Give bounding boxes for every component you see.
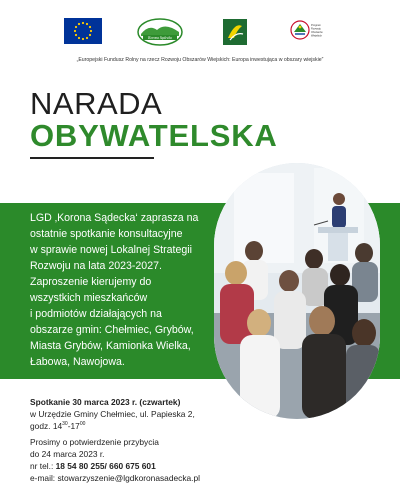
intro-line: Zaproszenie kierujemy do bbox=[30, 276, 152, 288]
intro-line: Miasta Grybów, Kamionka Wielka, bbox=[30, 340, 191, 352]
intro-line: Łabowa, Nawojowa. bbox=[30, 356, 125, 368]
event-place: w Urzędzie Gminy Chełmiec, ul. Papieska 2, bbox=[30, 409, 195, 419]
rsvp-email[interactable]: e-mail: stowarzyszenie@lgdkoronasadecka.pl bbox=[30, 473, 201, 483]
title-underline bbox=[30, 157, 154, 159]
intro-line: Rozwoju na lata 2023-2027. bbox=[30, 260, 162, 272]
intro-line: wszystkich mieszkańców bbox=[30, 292, 148, 304]
korona-sadecka-logo bbox=[137, 18, 183, 46]
rsvp-line: Prosimy o potwierdzenie przybycia bbox=[30, 437, 159, 447]
event-time: godz. $14^{30}-17^{00}$ bbox=[30, 421, 86, 431]
svg-text:Rozwoju: Rozwoju bbox=[311, 27, 321, 31]
rsvp-phone: nr tel.: 18 54 80 255/ 660 675 601 bbox=[30, 461, 156, 471]
page-title-line2: OBYWATELSKA bbox=[30, 118, 278, 153]
intro-line: i podmiotów działających na bbox=[30, 308, 162, 320]
event-details bbox=[30, 396, 195, 432]
logo-row bbox=[0, 18, 400, 50]
intro-line: LGD ‚Korona Sądecka‘ zaprasza na bbox=[30, 212, 199, 224]
funding-tagline: „Europejski Fundusz Rolny na rzecz Rozwoju Obszarów Wiejskich: Europa inwestująca w obszary wiejskie” bbox=[76, 57, 324, 63]
intro-line: ostatnie spotkanie konsultacyjne bbox=[30, 228, 183, 240]
rsvp-deadline: do 24 marca 2023 r. bbox=[30, 449, 105, 459]
intro-line: w sprawie nowej Lokalnej Strategii bbox=[30, 244, 192, 256]
page-title-line1: NARADA bbox=[30, 86, 163, 121]
intro-line: obszarze gmin: Chełmiec, Grybów, bbox=[30, 324, 194, 336]
rsvp-details bbox=[30, 436, 200, 484]
event-date: Spotkanie 30 marca 2023 r. (czwartek) bbox=[30, 397, 181, 407]
svg-text:Obszarów: Obszarów bbox=[311, 31, 323, 34]
svg-text:Program: Program bbox=[311, 24, 321, 27]
eu-flag-logo bbox=[64, 18, 102, 44]
leader-logo bbox=[222, 18, 248, 46]
intro-text bbox=[30, 210, 240, 370]
korona-sadecka-logo-text: Korona Sądecka bbox=[148, 36, 172, 40]
prow-logo bbox=[290, 18, 334, 46]
svg-text:Wiejskich: Wiejskich bbox=[311, 34, 322, 38]
conference-photo bbox=[214, 163, 380, 419]
